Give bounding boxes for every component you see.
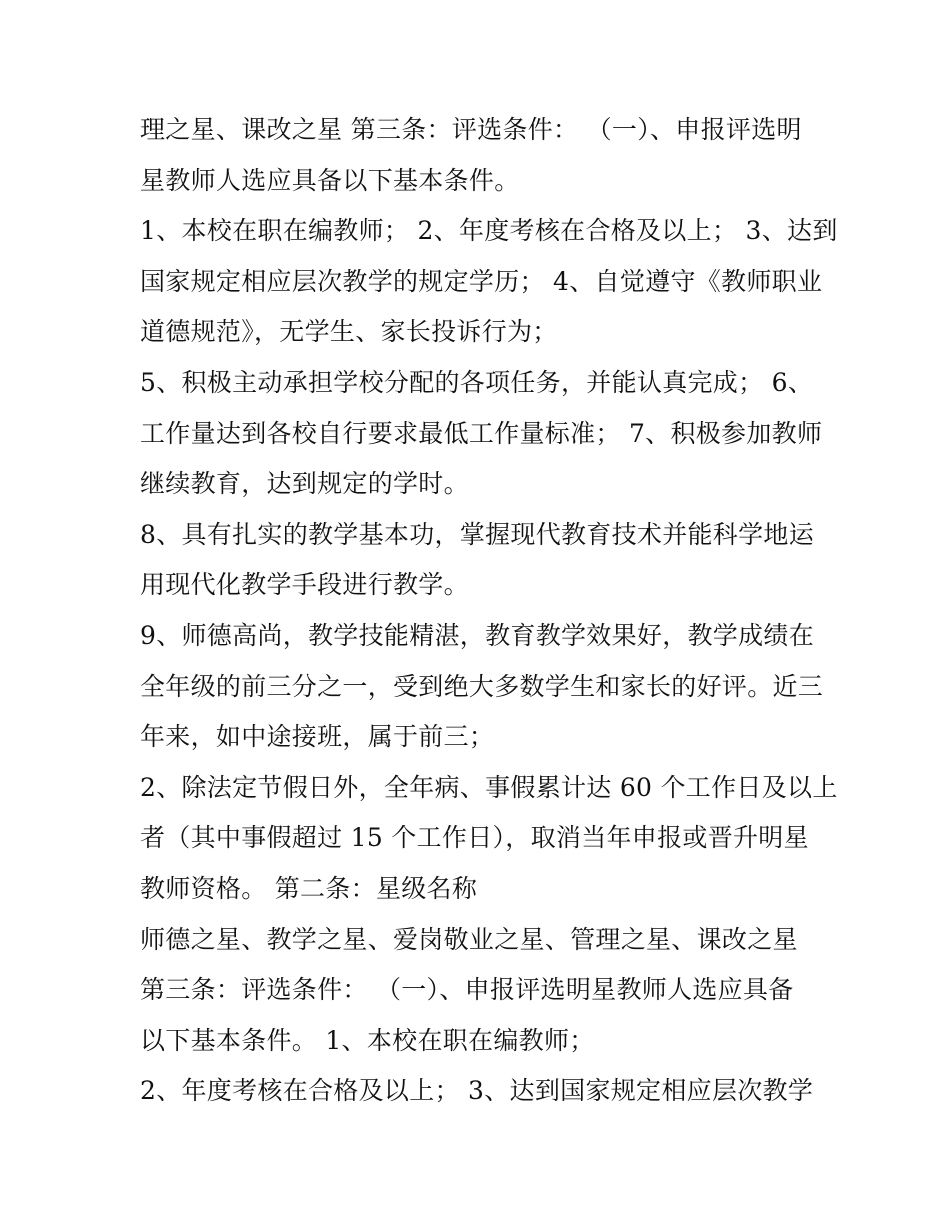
text-line: 用现代化教学手段进行教学。: [140, 570, 469, 600]
text-line: 理之星、课改之星 第三条：评选条件： （一）、申报评选明: [140, 115, 802, 144]
text-line: 全年级的前三分之一，受到绝大多数学生和家长的好评。近三: [140, 671, 824, 701]
text-line: 第三条：评选条件： （一）、申报评选明星教师人选应具备: [140, 975, 794, 1005]
text-line: 国家规定相应层次教学的规定学历； 4、自觉遵守《教师职业: [140, 266, 823, 296]
text-line: 8、具有扎实的教学基本功，掌握现代教育技术并能科学地运: [140, 519, 815, 549]
text-line: 师德之星、教学之星、爱岗敬业之星、管理之星、课改之星: [140, 924, 798, 954]
text-line: 年来，如中途接班，属于前三；: [140, 722, 495, 752]
text-line: 教师资格。 第二条：星级名称: [140, 873, 478, 903]
text-line: 2、年度考核在合格及以上； 3、达到国家规定相应层次教学: [140, 1076, 814, 1106]
text-line: 星教师人选应具备以下基本条件。: [140, 165, 520, 195]
text-line: 2、除法定节假日外，全年病、事假累计达 60 个工作日及以上: [140, 772, 838, 802]
text-line: 道德规范》，无学生、家长投诉行为；: [140, 317, 558, 347]
text-line: 继续教育，达到规定的学时。: [140, 469, 469, 499]
text-line: 1、本校在职在编教师； 2、年度考核在合格及以上； 3、达到: [140, 216, 838, 246]
document-body: [140, 105, 838, 1117]
text-line: 工作量达到各校自行要求最低工作量标准； 7、积极参加教师: [140, 418, 823, 448]
text-line: 者（其中事假超过 15 个工作日），取消当年申报或晋升明星: [140, 823, 809, 853]
text-line: 5、积极主动承担学校分配的各项任务，并能认真完成； 6、: [140, 367, 814, 397]
text-line: 以下基本条件。 1、本校在职在编教师；: [140, 1025, 595, 1055]
text-line: 9、师德高尚，教学技能精湛，教育教学效果好，教学成绩在: [140, 620, 815, 650]
